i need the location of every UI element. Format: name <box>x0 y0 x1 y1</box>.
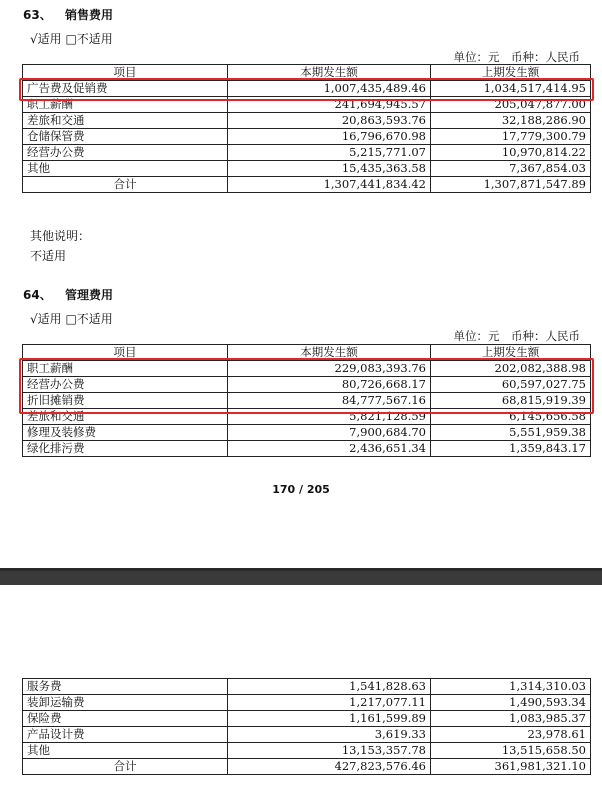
row-current: 229,083,393.76 <box>228 361 431 377</box>
table-row <box>23 129 591 145</box>
row-current: 13,153,357.78 <box>228 743 431 759</box>
row-previous: 10,970,814.22 <box>431 145 591 161</box>
table-row <box>23 393 591 409</box>
row-current: 3,619.33 <box>228 727 431 743</box>
row-item: 服务费 <box>23 679 228 695</box>
row-item: 保险费 <box>23 711 228 727</box>
admin-expenses-table-continued <box>22 678 591 775</box>
page-171 <box>0 585 602 795</box>
row-previous: 32,188,286.90 <box>431 113 591 129</box>
table-row <box>23 743 591 759</box>
header-current: 本期发生额 <box>228 65 431 81</box>
row-item: 装卸运输费 <box>23 695 228 711</box>
row-item: 仓储保管费 <box>23 129 228 145</box>
table-row <box>23 409 591 425</box>
row-current: 80,726,668.17 <box>228 377 431 393</box>
row-item: 经营办公费 <box>23 145 228 161</box>
other-note-label: 其他说明： <box>30 229 91 243</box>
table-row <box>23 711 591 727</box>
row-previous: 1,083,985.37 <box>431 711 591 727</box>
admin-expenses-table <box>22 344 591 457</box>
row-item: 差旅和交通 <box>23 113 228 129</box>
row-item: 其他 <box>23 161 228 177</box>
total-row <box>23 759 591 775</box>
row-previous: 68,815,919.39 <box>431 393 591 409</box>
table-row <box>23 425 591 441</box>
row-item: 修理及装修费 <box>23 425 228 441</box>
row-item: 其他 <box>23 743 228 759</box>
table-row <box>23 145 591 161</box>
row-previous: 7,367,854.03 <box>431 161 591 177</box>
section-63-applicability: √适用 □不适用 <box>30 32 113 46</box>
table-row <box>23 97 591 113</box>
row-current: 1,007,435,489.46 <box>228 81 431 97</box>
row-previous: 1,490,593.34 <box>431 695 591 711</box>
row-item: 广告费及促销费 <box>23 81 228 97</box>
row-previous: 17,779,300.79 <box>431 129 591 145</box>
total-label: 合计 <box>23 177 228 193</box>
row-item: 绿化排污费 <box>23 441 228 457</box>
table-row <box>23 161 591 177</box>
header-item: 项目 <box>23 345 228 361</box>
table-row <box>23 377 591 393</box>
row-previous: 1,359,843.17 <box>431 441 591 457</box>
total-label: 合计 <box>23 759 228 775</box>
table-header-row <box>23 65 591 81</box>
section-64-number: 64、 <box>23 288 52 302</box>
row-current: 20,863,593.76 <box>228 113 431 129</box>
row-previous: 5,551,959.38 <box>431 425 591 441</box>
row-current: 2,436,651.34 <box>228 441 431 457</box>
page-indicator: 170 / 205 <box>272 483 330 496</box>
header-current: 本期发生额 <box>228 345 431 361</box>
header-previous: 上期发生额 <box>431 65 591 81</box>
table-row <box>23 695 591 711</box>
row-previous: 13,515,658.50 <box>431 743 591 759</box>
row-previous: 1,034,517,414.95 <box>431 81 591 97</box>
total-current: 427,823,576.46 <box>228 759 431 775</box>
row-current: 1,541,828.63 <box>228 679 431 695</box>
total-current: 1,307,441,834.42 <box>228 177 431 193</box>
row-previous: 1,314,310.03 <box>431 679 591 695</box>
section-64-title: 管理费用 <box>65 288 114 302</box>
row-previous: 202,082,388.98 <box>431 361 591 377</box>
total-row <box>23 177 591 193</box>
header-previous: 上期发生额 <box>431 345 591 361</box>
total-previous: 361,981,321.10 <box>431 759 591 775</box>
section-63-title: 销售费用 <box>65 8 114 22</box>
total-previous: 1,307,871,547.89 <box>431 177 591 193</box>
table-row <box>23 679 591 695</box>
section-64-unit: 单位：元 币种：人民币 <box>453 329 580 343</box>
row-current: 5,821,128.59 <box>228 409 431 425</box>
page-separator-shade <box>0 568 602 571</box>
table-header-row <box>23 345 591 361</box>
section-64-applicability: √适用 □不适用 <box>30 312 113 326</box>
row-current: 1,217,077.11 <box>228 695 431 711</box>
row-item: 折旧摊销费 <box>23 393 228 409</box>
page-separator <box>0 568 602 585</box>
header-item: 项目 <box>23 65 228 81</box>
row-current: 16,796,670.98 <box>228 129 431 145</box>
row-current: 15,435,363.58 <box>228 161 431 177</box>
row-previous: 60,597,027.75 <box>431 377 591 393</box>
other-note-value: 不适用 <box>30 249 67 263</box>
row-previous: 23,978.61 <box>431 727 591 743</box>
row-item: 差旅和交通 <box>23 409 228 425</box>
section-64-heading <box>23 286 113 303</box>
row-current: 1,161,599.89 <box>228 711 431 727</box>
row-item: 产品设计费 <box>23 727 228 743</box>
row-previous: 205,047,877.00 <box>431 97 591 113</box>
table-row <box>23 81 591 97</box>
selling-expenses-table <box>22 64 591 193</box>
row-previous: 6,145,656.58 <box>431 409 591 425</box>
section-63-heading <box>23 6 113 23</box>
row-current: 241,694,945.57 <box>228 97 431 113</box>
row-item: 经营办公费 <box>23 377 228 393</box>
table-row <box>23 361 591 377</box>
section-63-number: 63、 <box>23 8 52 22</box>
row-current: 7,900,684.70 <box>228 425 431 441</box>
row-item: 职工薪酬 <box>23 361 228 377</box>
row-current: 84,777,567.16 <box>228 393 431 409</box>
section-63-unit: 单位：元 币种：人民币 <box>453 50 580 64</box>
table-row <box>23 113 591 129</box>
row-current: 5,215,771.07 <box>228 145 431 161</box>
row-item: 职工薪酬 <box>23 97 228 113</box>
table-row <box>23 727 591 743</box>
table-row <box>23 441 591 457</box>
